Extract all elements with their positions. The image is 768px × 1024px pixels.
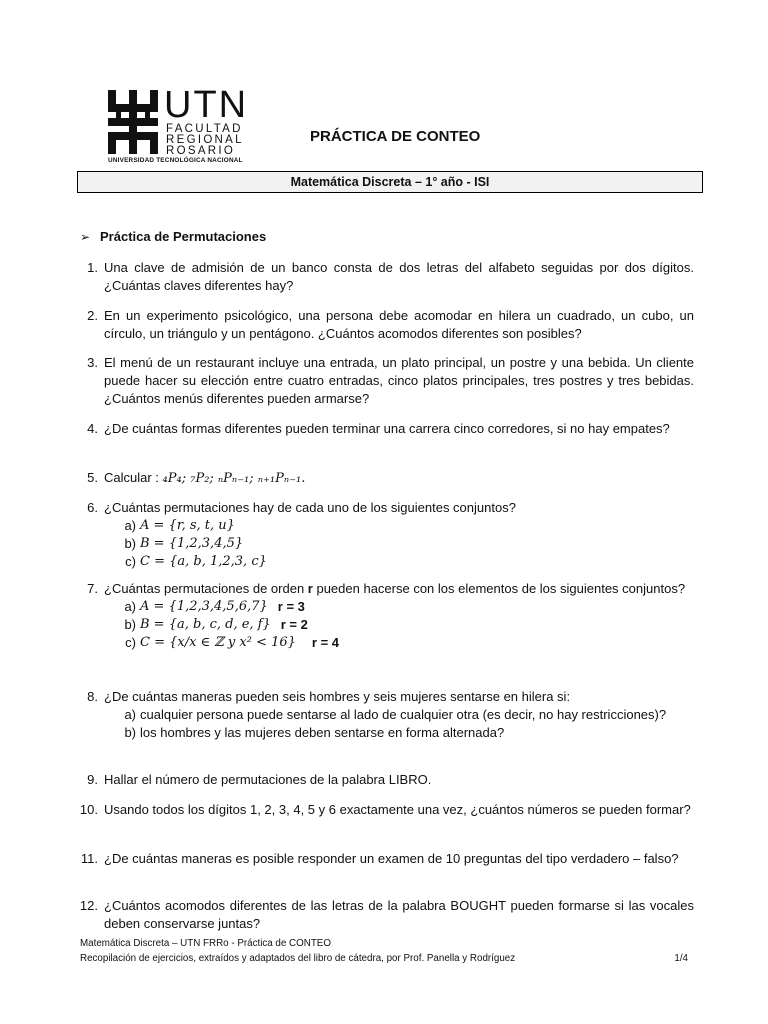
exercise-number: 12. [79,898,98,913]
exercise-number: 8. [87,689,98,704]
exercise-4 [76,420,694,438]
exercise-text: ¿Cuántas permutaciones hay de cada uno de los siguientes conjuntos? [104,500,516,515]
logo-line-2: REGIONAL [166,134,244,146]
set-expression: C = {a, b, 1,2,3, c} [140,554,267,569]
exercise-3 [76,354,694,408]
sub-item-label: b) [124,617,136,632]
exercise-text-bold: r [307,581,313,596]
set-expression: B = {a, b, c, d, e, f} [140,617,271,632]
exercise-text-part: ¿Cuántas permutaciones de orden [104,581,308,596]
exercise-10 [76,801,694,819]
exercise-number: 5. [87,470,98,485]
set-expression: A = {r, s, t, u} [140,518,235,533]
set-expression: C = {x/x ∈ ℤ y x² < 16} [140,635,296,650]
exercise-12 [76,897,694,933]
exercise-number: 10. [79,802,98,817]
logo-line-3: ROSARIO [166,145,236,157]
subject-banner [77,171,703,193]
sub-item-label: b) [124,725,136,740]
exercise-1 [76,259,694,295]
exercise-text: Una clave de admisión de un banco consta de dos letras del alfabeto seguidas por dos dígitos. ¿Cuántas claves diferentes hay? [104,260,694,293]
sub-item [104,706,694,724]
exercise-2 [76,307,694,343]
sub-item [104,634,694,652]
exercise-formula: ₄P₄; ₇P₂; ₙPₙ₋₁; ₙ₊₁Pₙ₋₁. [162,471,306,486]
exercise-text: ¿Cuántos acomodos diferentes de las letras de la palabra BOUGHT pueden formarse si las vocales deben conservarse juntas? [104,898,694,931]
sub-item-label: c) [125,635,136,650]
page-footer [80,936,694,966]
sub-item-text: cualquier persona puede sentarse al lado de cualquier otra (es decir, no hay restricciones)? [140,707,667,722]
exercise-6 [76,499,694,571]
exercise-number: 4. [87,421,98,436]
exercise-text: Hallar el número de permutaciones de la palabra LIBRO. [104,772,432,787]
exercise-number: 3. [87,355,98,370]
page-number: 1/4 [674,953,688,964]
exercise-text: ¿De cuántas formas diferentes pueden terminar una carrera cinco corredores, si no hay empates? [104,421,670,436]
sub-item [104,616,694,634]
sub-item [104,535,694,553]
order-value: r = 4 [311,635,340,650]
order-value: r = 2 [280,617,308,632]
sub-item [104,553,694,571]
sub-item [104,598,694,616]
logo-university: UNIVERSIDAD TECNOLÓGICA NACIONAL [108,157,243,164]
exercise-text: ¿De cuántas maneras es posible responder un examen de 10 preguntas del tipo verdadero – falso? [104,851,679,866]
footer-line-1: Matemática Discreta – UTN FRRo - Práctica de CONTEO [80,938,331,949]
sub-item-label: a) [124,518,136,533]
sub-item-label: b) [124,536,136,551]
exercise-text: Usando todos los dígitos 1, 2, 3, 4, 5 y 6 exactamente una vez, ¿cuántos números se pueden formar? [104,802,691,817]
exercise-number: 9. [87,772,98,787]
sub-item-label: a) [124,707,136,722]
sub-item-label: a) [124,599,136,614]
logo-acronym: UTN [164,84,249,126]
sub-item [104,724,694,742]
exercise-number: 1. [87,260,98,275]
utn-emblem-icon [108,90,158,154]
exercise-11 [76,850,694,868]
sub-item [104,517,694,535]
arrow-bullet-icon: ➢ [80,229,91,244]
exercise-text: ¿De cuántas maneras pueden seis hombres y seis mujeres sentarse en hilera si: [104,689,571,704]
sub-item-text: los hombres y las mujeres deben sentarse en forma alternada? [140,725,505,740]
exercise-text: Calcular : [104,470,159,485]
section-heading [80,229,266,244]
sub-item-label: c) [125,554,136,569]
set-expression: A = {1,2,3,4,5,6,7} [140,599,268,614]
exercise-number: 2. [87,308,98,323]
section-title: Práctica de Permutaciones [100,229,267,244]
exercise-number: 11. [80,851,98,866]
order-value: r = 3 [277,599,305,614]
subject-text: Matemática Discreta – 1° año - ISI [290,175,490,189]
exercise-7 [76,580,694,652]
exercise-text: En un experimento psicológico, una persona debe acomodar en hilera un cuadrado, un cubo, un círculo, un triángulo y un pentágono. ¿Cuántos acomodos diferentes son posibles? [104,308,694,341]
footer-line-2: Recopilación de ejercicios, extraídos y adaptados del libro de cátedra, por Prof. Panella y Rodríguez [80,953,516,964]
exercise-number: 6. [87,500,98,515]
logo-line-1: FACULTAD [166,123,243,135]
exercise-9 [76,771,694,789]
exercise-number: 7. [87,581,98,596]
exercise-5 [76,469,694,488]
set-expression: B = {1,2,3,4,5} [140,536,244,551]
page-title: PRÁCTICA DE CONTEO [310,128,481,145]
utn-logo [108,84,258,170]
exercise-8 [76,688,694,742]
exercise-text: El menú de un restaurant incluye una entrada, un plato principal, un postre y una bebida. Un cliente puede hacer su elección entre cuatro entradas, cinco platos principales, tres postres y tres bebidas. ¿Cuántos menús diferentes pueden armarse? [104,355,694,406]
exercise-text-part: pueden hacerse con los elementos de los siguientes conjuntos? [312,581,686,596]
